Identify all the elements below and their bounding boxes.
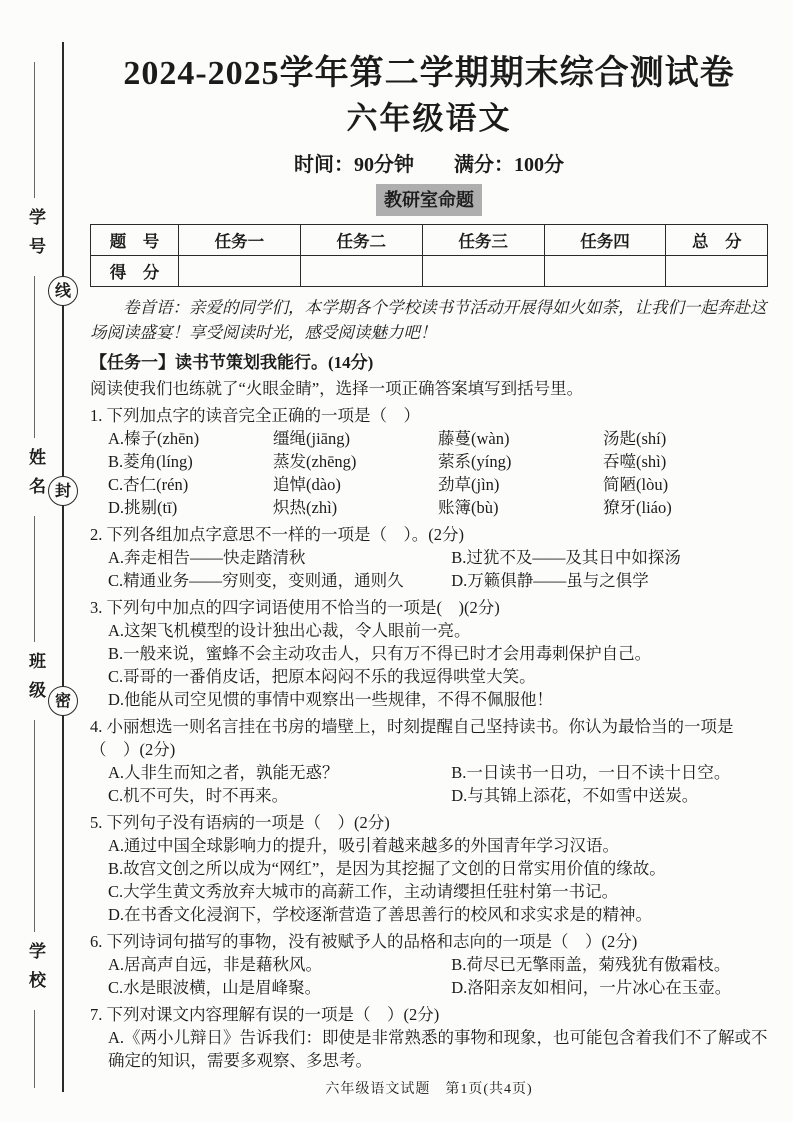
student-id-label: 学号 xyxy=(20,198,48,276)
paper-title: 2024-2025学年第二学期期末综合测试卷 xyxy=(123,55,735,92)
score-table-header-row xyxy=(91,225,768,256)
paper-subtitle: 六年级语文 xyxy=(346,101,512,136)
q3-option: A.这架飞机模型的设计独出心裁，令人眼前一亮。 xyxy=(108,621,471,640)
q1-cell: 吞噬(shì) xyxy=(603,452,667,471)
question-3-stem: 3. 下列句中加点的四字词语使用不恰当的一项是( )(2分) xyxy=(90,598,500,617)
q3-option: C.哥哥的一番俏皮话，把原本闷闷不乐的我逗得哄堂大笑。 xyxy=(108,667,536,686)
q1-cell: 劲草(jìn) xyxy=(438,475,500,494)
task1-heading: 【任务一】读书节策划我能行。(14分) xyxy=(90,353,374,372)
seal-char-feng: 封 xyxy=(48,476,78,506)
score-row-label: 得 分 xyxy=(91,256,179,287)
score-col-task1: 任务一 xyxy=(179,225,301,256)
page-footer: 六年级语文试题 第1页(共4页) xyxy=(325,1082,533,1097)
score-blank-cell xyxy=(179,256,301,287)
score-col-task2: 任务二 xyxy=(300,225,422,256)
question-7-stem: 7. 下列对课文内容理解有误的一项是（ ）(2分) xyxy=(90,1005,440,1024)
q3-option: D.他能从司空见惯的事情中观察出一些规律，不得不佩服他！ xyxy=(108,690,554,709)
q4-option: D.与其锦上添花，不如雪中送炭。 xyxy=(451,786,699,805)
question-6 xyxy=(90,930,768,999)
question-1 xyxy=(90,404,768,519)
q1-cell: 蒸发(zhēng) xyxy=(273,452,357,471)
q2-option: D.万籁俱静——虽与之俱学 xyxy=(451,571,649,590)
task1-intro: 阅读使我们也练就了“火眼金睛”，选择一项正确答案填写到括号里。 xyxy=(90,379,584,398)
question-1-options xyxy=(108,427,768,519)
q1-cell: D.挑剔(tī) xyxy=(108,498,178,517)
q6-option: C.水是眼波横，山是眉峰聚。 xyxy=(108,978,322,997)
proposer-stamp: 教研室命题 xyxy=(376,184,482,216)
score-blank-cell xyxy=(300,256,422,287)
score-col-task3: 任务三 xyxy=(422,225,544,256)
question-3 xyxy=(90,596,768,711)
score-blank-cell xyxy=(422,256,544,287)
score-col-task4: 任务四 xyxy=(544,225,666,256)
score-table-score-row xyxy=(91,256,768,287)
score-blank-cell xyxy=(666,256,768,287)
q6-option: A.居高声自远，非是藉秋风。 xyxy=(108,955,323,974)
q1-cell: 汤匙(shí) xyxy=(603,429,667,448)
q2-option: B.过犹不及——及其日中如探汤 xyxy=(451,548,681,567)
question-4-options xyxy=(108,761,768,807)
q6-option: D.洛阳亲友如相问，一片冰心在玉壶。 xyxy=(451,978,732,997)
q1-cell: C.杏仁(rén) xyxy=(108,475,189,494)
q1-cell: 追悼(dào) xyxy=(273,475,341,494)
seal-char-mi: 密 xyxy=(48,686,78,716)
q2-option: A.奔走相告——快走踏清秋 xyxy=(108,548,306,567)
q1-cell: 獠牙(liáo) xyxy=(603,498,672,517)
question-5-stem: 5. 下列句子没有语病的一项是（ ）(2分) xyxy=(90,813,390,832)
stamp-row xyxy=(90,184,768,216)
q4-option: C.机不可失，时不再来。 xyxy=(108,786,289,805)
question-2-options xyxy=(108,546,768,592)
seal-border-line xyxy=(62,42,64,1092)
score-col-number: 题 号 xyxy=(91,225,179,256)
question-5 xyxy=(90,811,768,926)
school-label: 学校 xyxy=(20,932,48,1010)
seal-char-xian: 线 xyxy=(48,276,78,306)
q2-option: C.精通业务——穷则变，变则通，通则久 xyxy=(108,571,404,590)
student-name-label: 姓名 xyxy=(20,438,48,516)
question-6-stem: 6. 下列诗词句描写的事物，没有被赋予人的品格和志向的一项是（ ）(2分) xyxy=(90,932,638,951)
q4-option: B.一日读书一日功，一日不读十日空。 xyxy=(451,763,731,782)
score-table xyxy=(90,224,768,287)
preface-text: 卷首语：亲爱的同学们，本学期各个学校读书节活动开展得如火如荼，让我们一起奔赴这场阅读盛宴！享受阅读时光，感受阅读魅力吧！ xyxy=(90,298,767,342)
q5-option: D.在书香文化浸润下，学校逐渐营造了善思善行的校风和求实求是的精神。 xyxy=(108,905,653,924)
q3-option: B.一般来说，蜜蜂不会主动攻击人，只有万不得已时才会用毒刺保护自己。 xyxy=(108,644,652,663)
q6-option: B.荷尽已无擎雨盖，菊残犹有傲霜枝。 xyxy=(451,955,731,974)
question-1-stem: 1. 下列加点字的读音完全正确的一项是（ ） xyxy=(90,406,420,425)
question-4-stem: 4. 小丽想选一则名言挂在书房的墙壁上，时刻提醒自己坚持读书。你认为最恰当的一项是（ ）(2分) xyxy=(90,717,734,759)
question-2 xyxy=(90,523,768,592)
score-col-total: 总 分 xyxy=(666,225,768,256)
question-4 xyxy=(90,715,768,807)
q5-option: A.通过中国全球影响力的提升，吸引着越来越多的外国青年学习汉语。 xyxy=(108,836,620,855)
q5-option: C.大学生黄文秀放弃大城市的高薪工作，主动请缨担任驻村第一书记。 xyxy=(108,882,619,901)
q1-cell: 炽热(zhì) xyxy=(273,498,338,517)
q1-cell: A.榛子(zhēn) xyxy=(108,429,200,448)
time-score-line: 时间：90分钟 满分：100分 xyxy=(294,154,564,176)
q1-cell: 简陋(lòu) xyxy=(603,475,669,494)
q1-cell: 藤蔓(wàn) xyxy=(438,429,510,448)
q5-option: B.故宫文创之所以成为“网红”，是因为其挖掘了文创的日常实用价值的缘故。 xyxy=(108,859,666,878)
question-7 xyxy=(90,1003,768,1072)
class-label: 班级 xyxy=(20,642,48,720)
paper-content xyxy=(90,40,768,1072)
score-blank-cell xyxy=(544,256,666,287)
question-2-stem: 2. 下列各组加点字意思不一样的一项是（ ）。(2分) xyxy=(90,525,464,544)
q1-cell: 账簿(bù) xyxy=(438,498,499,517)
q1-cell: 萦系(yíng) xyxy=(438,452,512,471)
question-6-options xyxy=(108,953,768,999)
q1-cell: B.菱角(líng) xyxy=(108,452,193,471)
q7-option: A.《两小儿辩日》告诉我们：即使是非常熟悉的事物和现象，也可能包含着我们不了解或不确定的知识，需要多观察、多思考。 xyxy=(108,1028,768,1070)
q1-cell: 缰绳(jiāng) xyxy=(273,429,350,448)
q4-option: A.人非生而知之者，孰能无惑？ xyxy=(108,763,339,782)
